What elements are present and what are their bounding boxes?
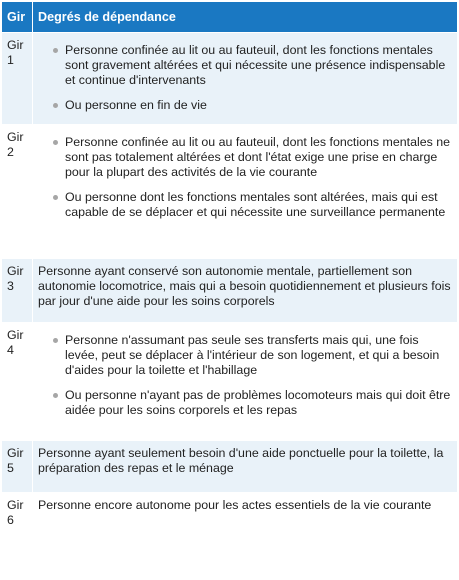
list-item: Ou personne en fin de vie — [65, 98, 451, 113]
table-header-row — [2, 2, 458, 33]
description-cell — [33, 441, 458, 493]
list-item: Ou personne dont les fonctions mentales sont altérées, mais qui est capable de se déplacer et qui nécessite une surveillance permanente — [65, 190, 451, 220]
description-list — [38, 135, 451, 220]
description-text: Personne encore autonome pour les actes essentiels de la vie courante — [38, 498, 432, 512]
list-item: Personne confinée au lit ou au fauteuil, dont les fonctions mentales sont gravement altérées et qui nécessite une présence indispensable et continue d'intervenants — [65, 43, 451, 88]
description-text: Personne ayant conservé son autonomie mentale, partiellement son autonomie locomotrice, mais qui a besoin quotidiennement et plusieurs fois par jour d'une aide pour les soins corporels — [38, 264, 451, 308]
gir-label: Gir — [7, 130, 24, 144]
description-cell — [33, 33, 458, 125]
gir-table-container — [1, 1, 457, 543]
list-item: Personne n'assumant pas seule ses transferts mais qui, une fois levée, peut se déplacer à l'intérieur de son logement, et qui a besoin d'aides pour la toilette et l'habillage — [65, 333, 451, 378]
gir-number: 6 — [7, 513, 14, 527]
gir-number: 3 — [7, 279, 14, 293]
table-row-gir-5 — [2, 441, 458, 493]
table-row-gir-4 — [2, 323, 458, 441]
description-text: Personne ayant seulement besoin d'une aide ponctuelle pour la toilette, la préparation des repas et le ménage — [38, 446, 444, 475]
gir-label: Gir — [7, 498, 24, 512]
gir-cell — [2, 125, 33, 259]
gir-cell — [2, 33, 33, 125]
gir-cell — [2, 441, 33, 493]
table-row-gir-3 — [2, 259, 458, 323]
gir-cell — [2, 323, 33, 441]
gir-label: Gir — [7, 328, 24, 342]
gir-number: 1 — [7, 53, 14, 67]
gir-label: Gir — [7, 446, 24, 460]
gir-cell — [2, 259, 33, 323]
description-cell — [33, 125, 458, 259]
gir-number: 2 — [7, 145, 14, 159]
gir-number: 5 — [7, 461, 14, 475]
description-cell — [33, 323, 458, 441]
table-row-gir-2 — [2, 125, 458, 259]
description-list — [38, 333, 451, 418]
list-item: Personne confinée au lit ou au fauteuil, dont les fonctions mentales ne sont pas totalement altérées et dont l'état exige une prise en charge pour la plupart des activités de la vie courante — [65, 135, 451, 179]
gir-label: Gir — [7, 264, 24, 278]
gir-dependency-table — [1, 1, 458, 543]
gir-cell — [2, 493, 33, 543]
header-degres: Degrés de dépendance — [33, 2, 458, 33]
description-cell — [33, 493, 458, 543]
table-row-gir-1 — [2, 33, 458, 125]
description-cell — [33, 259, 458, 323]
description-list — [38, 43, 451, 113]
list-item: Ou personne n'ayant pas de problèmes locomoteurs mais qui doit être aidée pour les soins corporels et les repas — [65, 388, 451, 417]
gir-number: 4 — [7, 343, 14, 357]
gir-label: Gir — [7, 38, 24, 52]
header-gir: Gir — [2, 2, 33, 33]
table-row-gir-6 — [2, 493, 458, 543]
